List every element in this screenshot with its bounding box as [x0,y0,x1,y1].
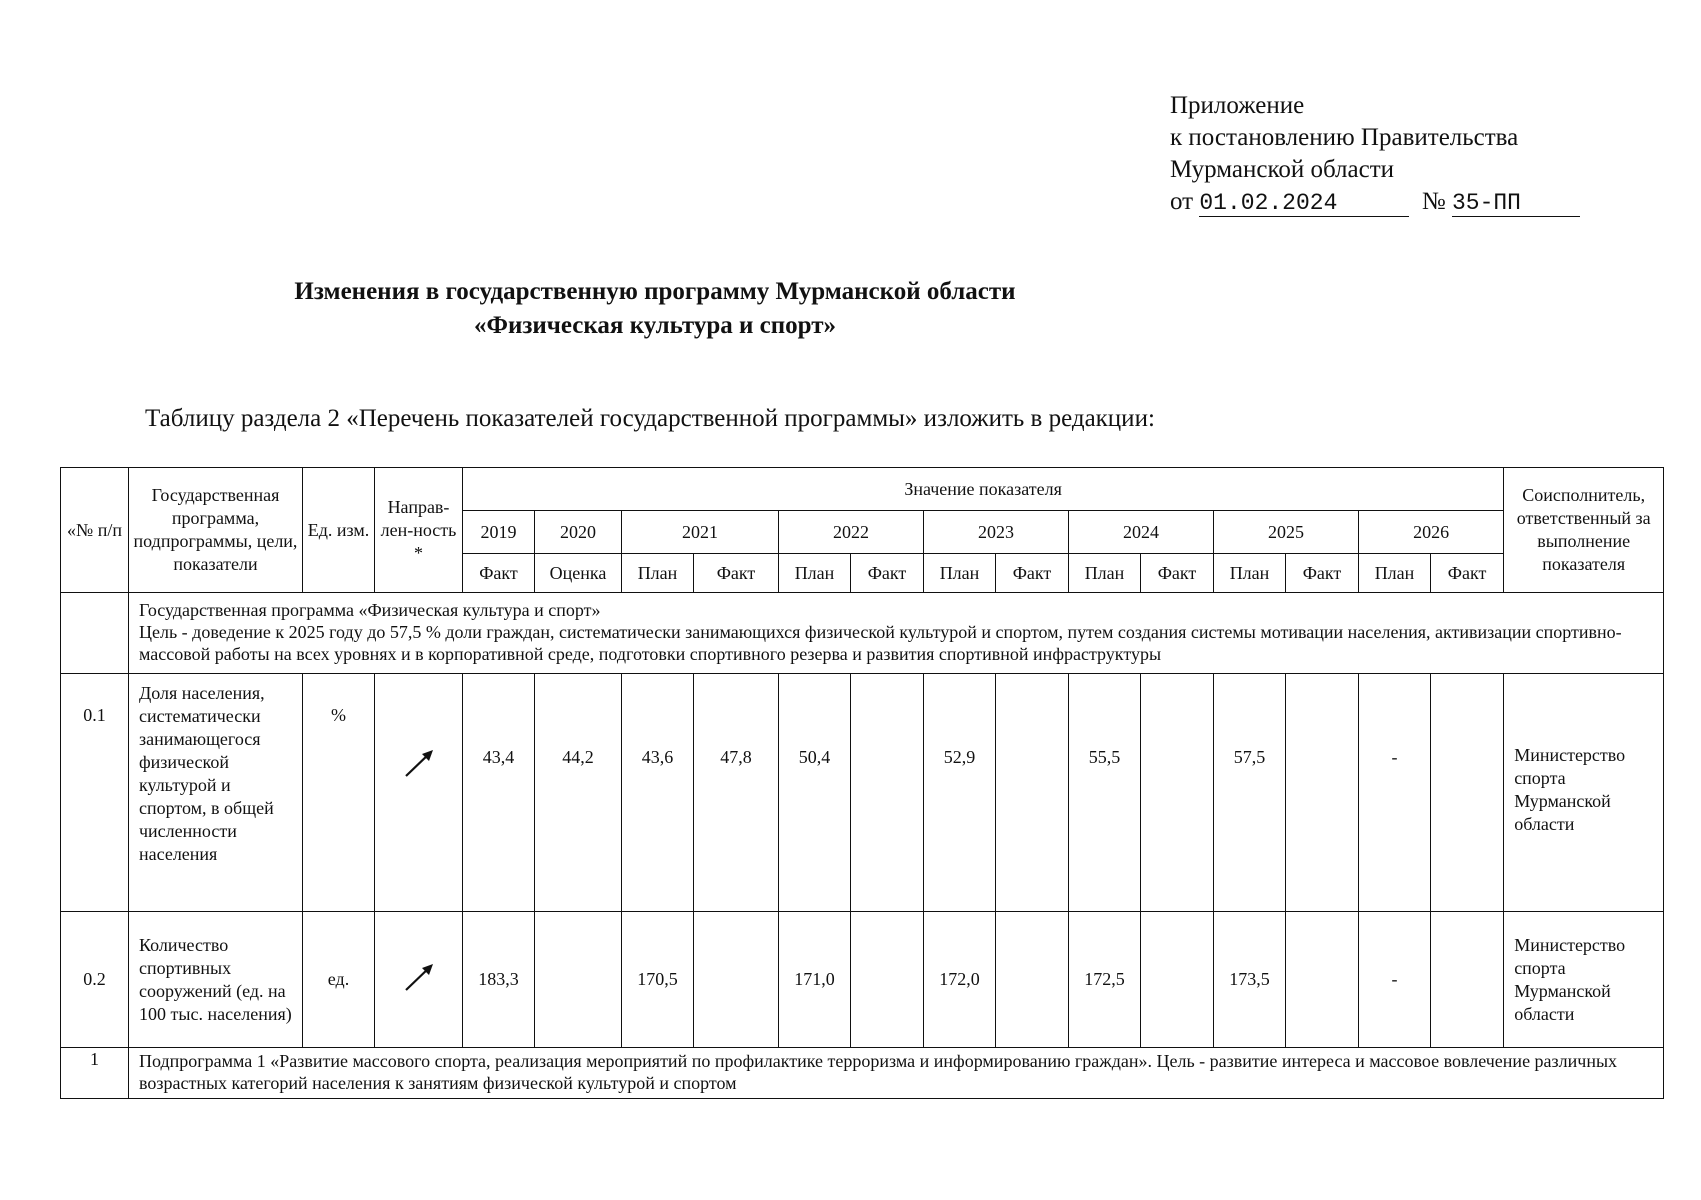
value-cell: 171,0 [779,912,851,1048]
value-cell [535,912,622,1048]
header-plan: План [1069,554,1141,593]
value-cell: 50,4 [779,674,851,912]
value-cell [1141,674,1214,912]
header-fact: Факт [463,554,535,593]
indicators-table [60,467,1664,1099]
header-year: 2022 [779,511,924,554]
program-goal: Цель - доведение к 2025 году до 57,5 % доли граждан, систематически занимающихся физической культурой и спортом, путем создания системы мотивации населения, активизации спортивно-массовой работы на всех уровнях и в корпоративной среде, подготовки спортивного резерва и развития спортивной инфраструктуры [139,622,1622,664]
header-value: Значение показателя [463,468,1504,511]
appendix-title: Приложение [1170,92,1305,119]
header-year: 2020 [535,511,622,554]
value-cell [1286,674,1359,912]
value-cell: 183,3 [463,912,535,1048]
value-cell: 43,6 [622,674,694,912]
header-year: 2019 [463,511,535,554]
header-plan: План [1359,554,1431,593]
row-num: 0.2 [61,912,129,1048]
value-cell: - [1359,912,1431,1048]
value-cell: 173,5 [1214,912,1286,1048]
arrow-up-right-icon [402,746,436,786]
appendix-region: Мурманской области [1170,156,1395,183]
row-num: 1 [61,1048,129,1099]
value-cell [996,912,1069,1048]
resolution-number: 35-ПП [1451,190,1521,216]
header-fact: Факт [694,554,779,593]
arrow-up-right-icon [402,960,436,1000]
value-cell: 172,5 [1069,912,1141,1048]
header-fact: Факт [996,554,1069,593]
executor-cell: Министерство спорта Мурманской области [1504,674,1664,912]
value-cell [1286,912,1359,1048]
header-fact: Факт [851,554,924,593]
header-fact: Факт [1286,554,1359,593]
table-row [61,674,1664,912]
header-unit: Ед. изм. [303,468,375,593]
header-plan: План [779,554,851,593]
header-plan: План [924,554,996,593]
program-row-text [129,593,1664,674]
value-cell: - [1359,674,1431,912]
header-year: 2025 [1214,511,1359,554]
header-year: 2021 [622,511,779,554]
header-year: 2024 [1069,511,1214,554]
value-cell [694,912,779,1048]
header-fact: Факт [1431,554,1504,593]
indicator-unit: % [303,674,375,912]
value-cell [1431,912,1504,1048]
header-estimate: Оценка [535,554,622,593]
value-cell [851,674,924,912]
header-program: Государственная программа, подпрограммы, цели, показатели [129,468,303,593]
executor-cell: Министерство спорта Мурманской области [1504,912,1664,1048]
header-year: 2023 [924,511,1069,554]
header-fact: Факт [1141,554,1214,593]
value-cell: 44,2 [535,674,622,912]
appendix-resolution: к постановлению Правительства [1170,124,1519,151]
value-cell: 47,8 [694,674,779,912]
direction-cell [375,912,463,1048]
program-row-num [61,593,129,674]
header-year: 2026 [1359,511,1504,554]
from-label: от [1170,188,1194,215]
direction-cell [375,674,463,912]
subprogram-text: Подпрограмма 1 «Развитие массового спорта, реализация мероприятий по профилактике терроризма и информированию граждан». Цель - развитие интереса и массовое вовлечение различных возрастных категорий населения к занятиям физической культурой и спортом [129,1048,1664,1099]
value-cell: 43,4 [463,674,535,912]
header-num: «№ п/п [61,468,129,593]
header-plan: План [622,554,694,593]
number-label: № [1421,188,1446,215]
indicator-unit: ед. [303,912,375,1048]
table-row [61,912,1664,1048]
header-executor: Соисполнитель, ответственный за выполнение показателя [1504,468,1664,593]
header-direction: Направ-лен-ность * [375,468,463,593]
value-cell [996,674,1069,912]
value-cell: 170,5 [622,912,694,1048]
resolution-date: 01.02.2024 [1199,190,1338,216]
program-row [61,593,1664,674]
title-line-2: «Физическая культура и спорт» [473,312,837,339]
value-cell [1431,674,1504,912]
appendix-block [1170,90,1580,218]
intro-text: Таблицу раздела 2 «Перечень показателей государственной программы» изложить в редакции: [145,405,1155,432]
indicator-name: Количество спортивных сооружений (ед. на 100 тыс. населения) [129,912,303,1048]
row-num: 0.1 [61,674,129,912]
value-cell: 52,9 [924,674,996,912]
indicator-name: Доля населения, систематически занимающегося физической культурой и спортом, в общей численности населения [129,674,303,912]
value-cell [851,912,924,1048]
value-cell: 172,0 [924,912,996,1048]
title-line-1: Изменения в государственную программу Мурманской области [294,278,1016,305]
header-plan: План [1214,554,1286,593]
document-title [0,275,1310,343]
appendix-date-number [1170,186,1580,218]
program-name: Государственная программа «Физическая культура и спорт» [139,600,601,620]
subprogram-row [61,1048,1664,1099]
value-cell: 55,5 [1069,674,1141,912]
value-cell: 57,5 [1214,674,1286,912]
value-cell [1141,912,1214,1048]
